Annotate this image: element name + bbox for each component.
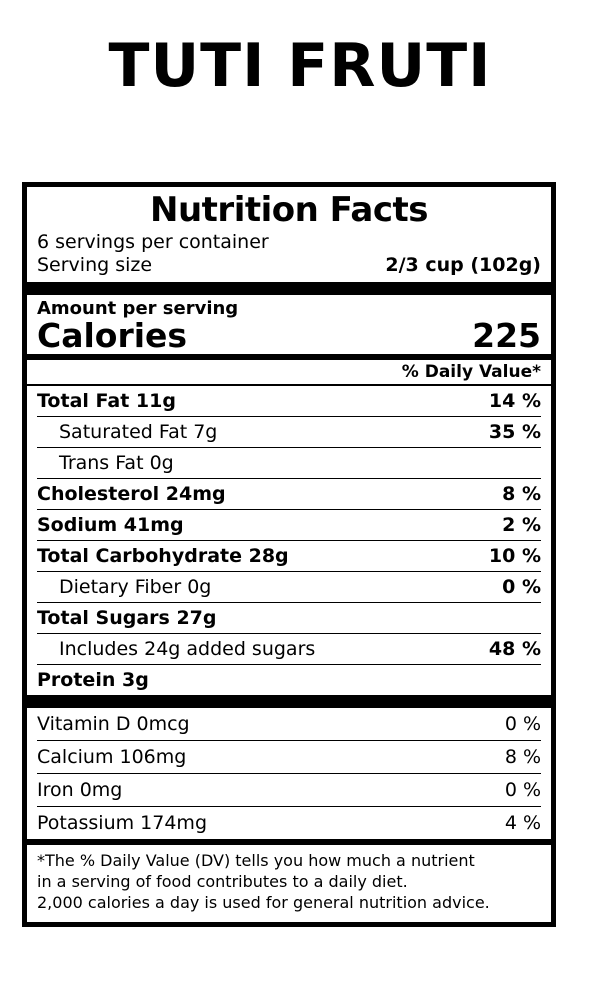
vitamin-name: Potassium 174mg <box>37 812 207 835</box>
nutrient-dv: 35 % <box>488 421 541 444</box>
nutrient-name: Total Carbohydrate 28g <box>37 545 289 568</box>
nutrient-dv: 8 % <box>502 483 541 506</box>
table-row <box>37 510 541 540</box>
product-title: TUTI FRUTI <box>108 31 492 101</box>
vitamin-name: Iron 0mg <box>37 779 123 802</box>
footnote-line-3: 2,000 calories a day is used for general nutrition advice. <box>37 892 490 912</box>
calories-section <box>27 295 551 354</box>
vitamin-dv: 0 % <box>504 713 541 736</box>
table-row <box>37 708 541 740</box>
table-row <box>37 634 541 664</box>
table-row <box>37 774 541 806</box>
label-title: Nutrition Facts <box>150 190 428 230</box>
daily-value-header: % Daily Value* <box>401 362 541 383</box>
footnote-section <box>27 845 551 921</box>
nutrient-name: Total Sugars 27g <box>37 607 217 630</box>
vitamin-name: Calcium 106mg <box>37 746 187 769</box>
vitamin-dv: 4 % <box>504 812 541 835</box>
table-row <box>37 572 541 602</box>
table-row <box>37 417 541 447</box>
nutrient-name: Trans Fat 0g <box>59 452 174 475</box>
vitamin-dv: 8 % <box>504 746 541 769</box>
table-row <box>37 665 541 695</box>
vitamin-list <box>27 708 551 839</box>
table-row <box>37 479 541 509</box>
calories-row <box>37 316 541 356</box>
table-row <box>37 386 541 416</box>
nutrition-facts-label <box>22 182 556 927</box>
nutrient-dv: 0 % <box>502 576 541 599</box>
nutrient-name: Cholesterol 24mg <box>37 483 226 506</box>
nutrient-name: Sodium 41mg <box>37 514 184 537</box>
nutrient-name: Total Fat 11g <box>37 390 176 413</box>
nutrient-dv: 2 % <box>502 514 541 537</box>
nutrient-name: Dietary Fiber 0g <box>59 576 212 599</box>
amount-per-serving: Amount per serving <box>37 298 239 320</box>
table-row <box>37 741 541 773</box>
vitamin-name: Vitamin D 0mcg <box>37 713 190 736</box>
label-header <box>27 190 551 282</box>
divider-thick-top <box>27 282 551 295</box>
nutrient-list <box>27 386 551 695</box>
table-row <box>37 603 541 633</box>
calories-label: Calories <box>37 316 188 356</box>
nutrient-dv: 10 % <box>488 545 541 568</box>
footnote <box>37 845 541 921</box>
serving-size-row <box>37 254 541 282</box>
divider-thick-vitamins <box>27 695 551 708</box>
nutrient-name: Saturated Fat 7g <box>59 421 218 444</box>
nutrient-name: Includes 24g added sugars <box>59 638 316 661</box>
vitamin-dv: 0 % <box>504 779 541 802</box>
daily-value-header-row <box>27 360 551 384</box>
serving-size-value: 2/3 cup (102g) <box>385 254 541 277</box>
footnote-line-2: in a serving of food contributes to a daily diet. <box>37 871 408 891</box>
servings-per-container: 6 servings per container <box>37 230 269 253</box>
calories-value: 225 <box>472 316 541 356</box>
table-row <box>37 448 541 478</box>
serving-size-label: Serving size <box>37 254 153 277</box>
table-row <box>37 541 541 571</box>
footnote-line-1: *The % Daily Value (DV) tells you how much a nutrient <box>37 851 475 871</box>
nutrient-name: Protein 3g <box>37 669 149 692</box>
table-row <box>37 807 541 839</box>
nutrient-dv: 48 % <box>488 638 541 661</box>
nutrient-dv: 14 % <box>488 390 541 413</box>
